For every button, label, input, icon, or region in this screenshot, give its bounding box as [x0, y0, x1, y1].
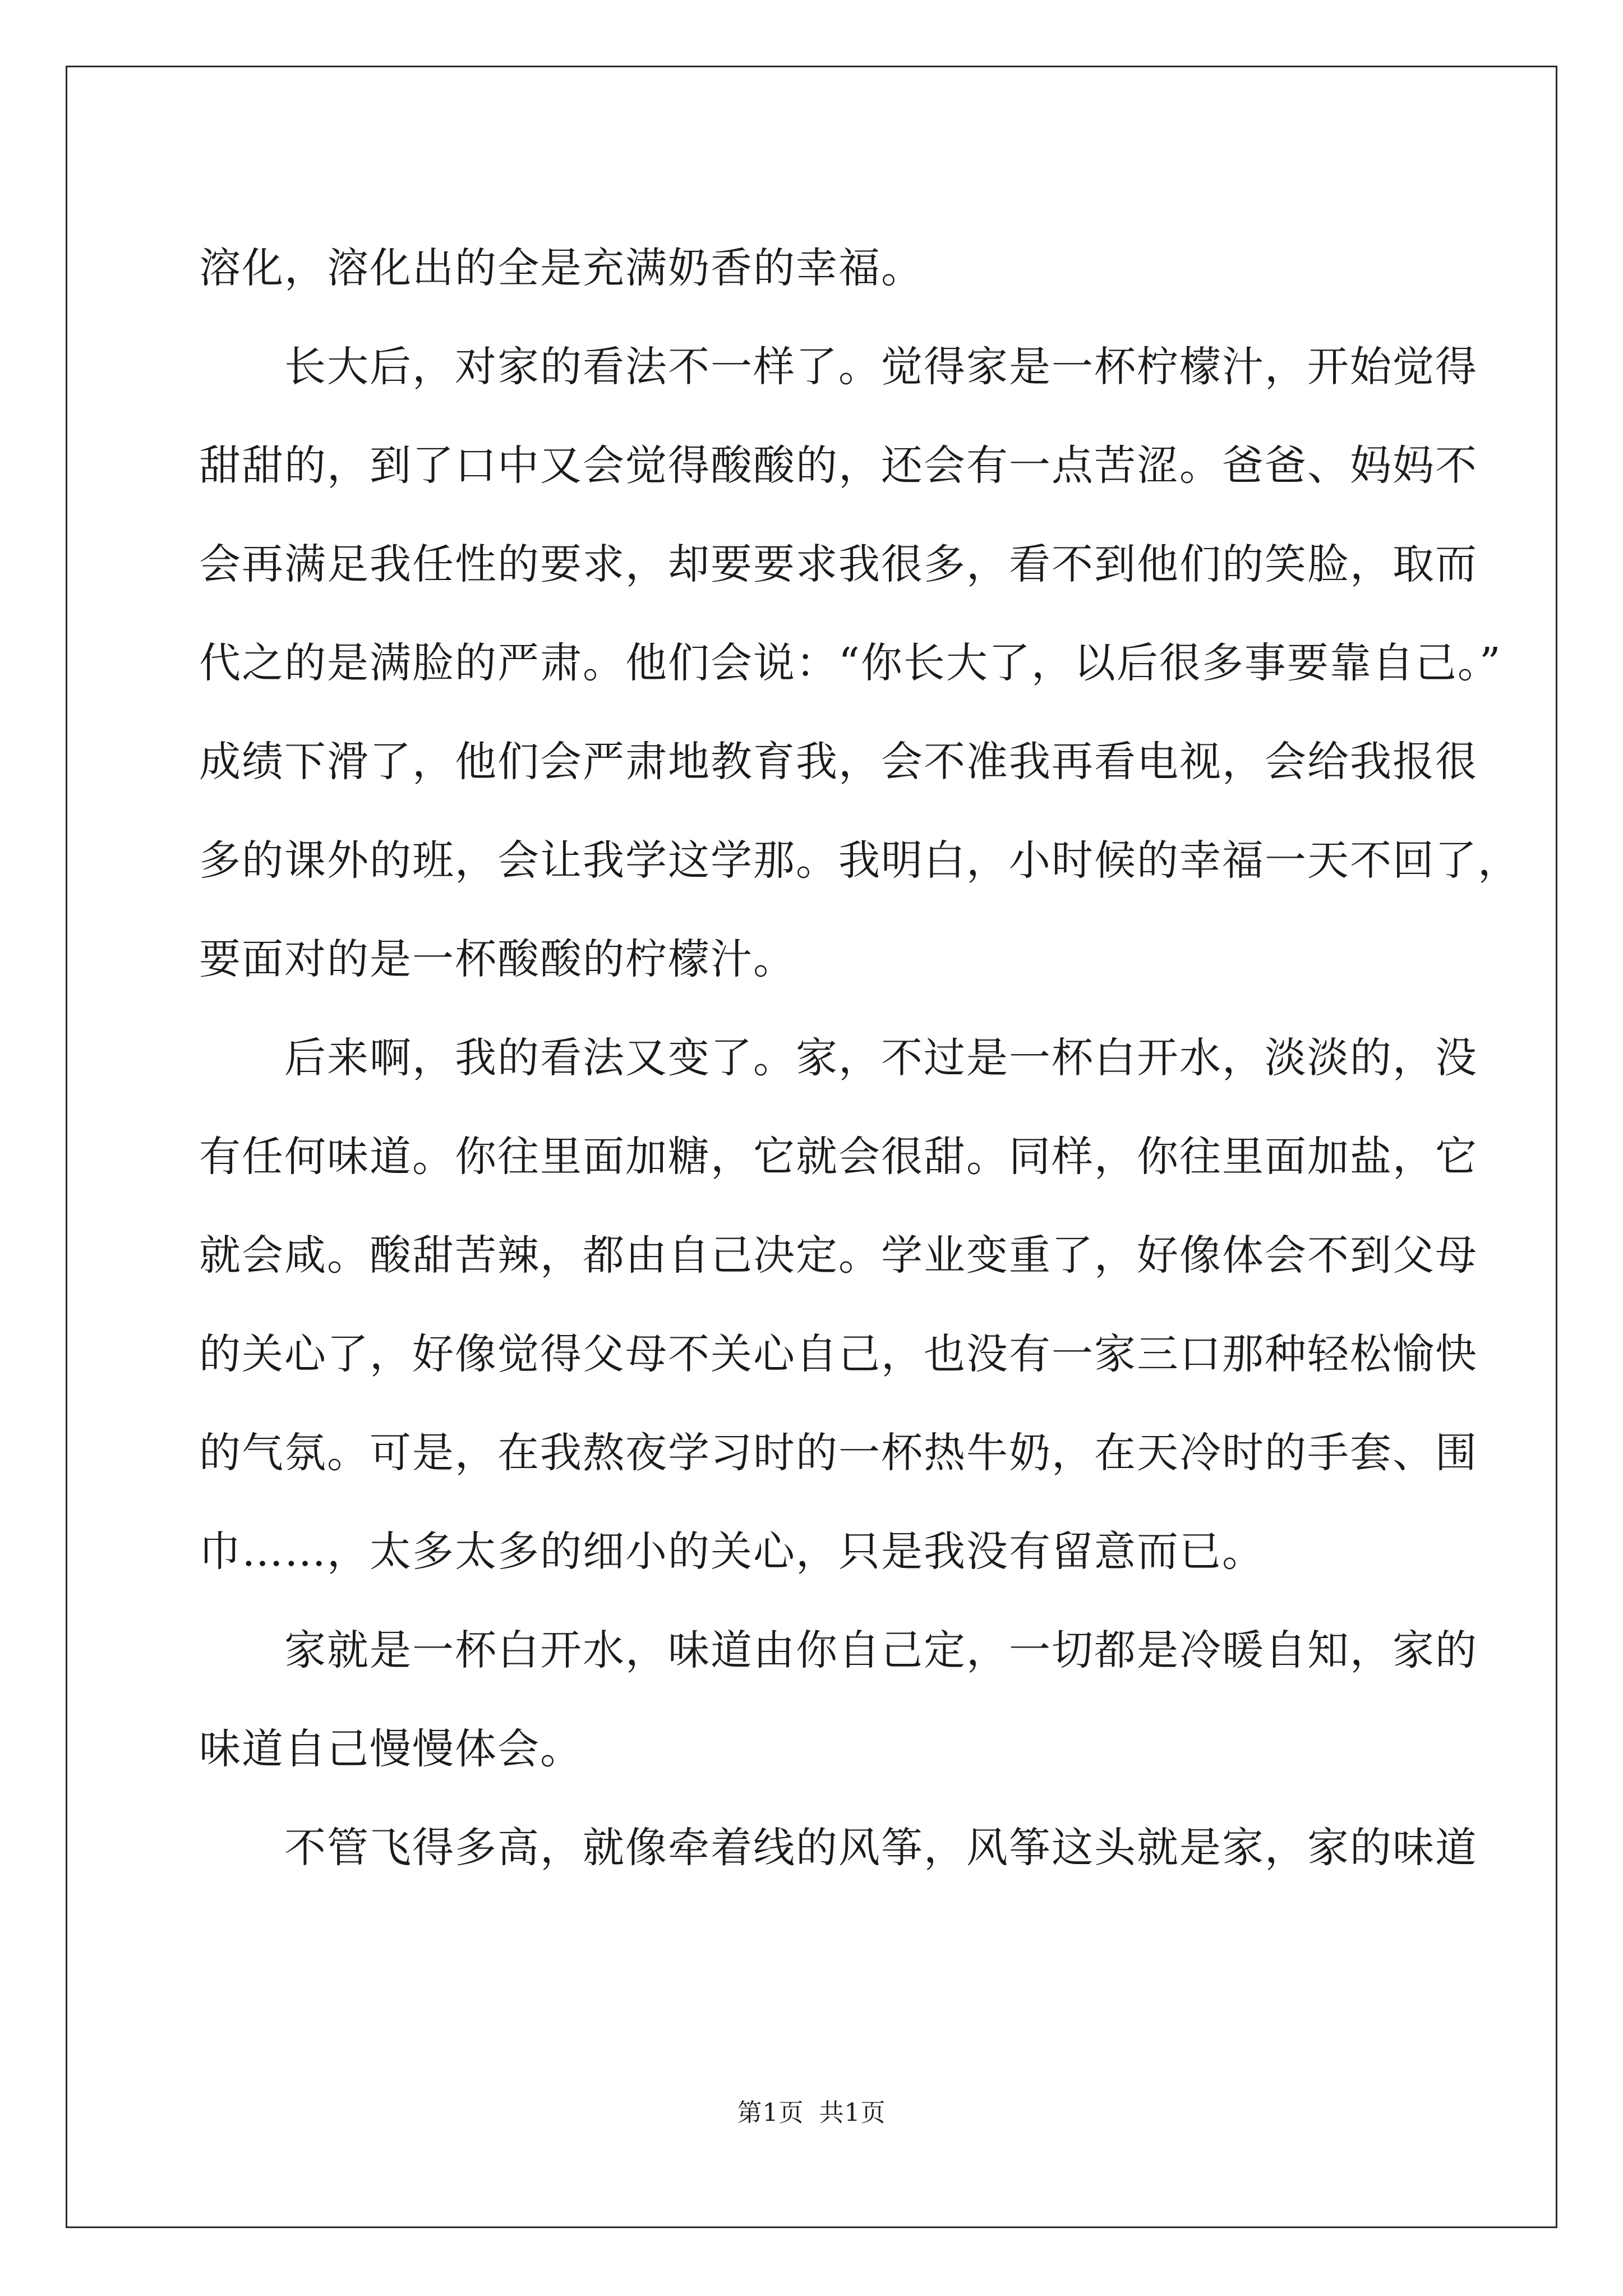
- page-footer: [0, 2092, 1623, 2128]
- text-line: 长大后，对家的看法不一样了。觉得家是一杯柠檬汁，开始觉得: [199, 343, 1478, 391]
- text-line: 要面对的是一杯酸酸的柠檬汁。: [199, 935, 796, 983]
- document-body: [199, 219, 1520, 1897]
- text-line: 甜甜的，到了口中又会觉得酸酸的，还会有一点苦涩。爸爸、妈妈不: [199, 441, 1478, 490]
- text-line: 成绩下滑了，他们会严肃地教育我，会不准我再看电视，会给我报很: [199, 738, 1478, 786]
- text-line: 味道自己慢慢体会。: [199, 1725, 583, 1773]
- text-line: 家就是一杯白开水，味道由你自己定，一切都是冷暖自知，家的: [199, 1626, 1478, 1674]
- text-line: 后来啊，我的看法又变了。家，不过是一杯白开水，淡淡的，没: [199, 1034, 1478, 1082]
- text-line: 有任何味道。你往里面加糖，它就会很甜。同样，你往里面加盐，它: [199, 1133, 1478, 1181]
- text-line: 的关心了，好像觉得父母不关心自己，也没有一家三口那种轻松愉快: [199, 1330, 1478, 1378]
- text-line: 会再满足我任性的要求，却要要求我很多，看不到他们的笑脸，取而: [199, 540, 1478, 588]
- text-line: 代之的是满脸的严肃。他们会说：“你长大了，以后很多事要靠自己。”: [199, 639, 1502, 687]
- page-number-current: 第1页: [737, 2099, 804, 2127]
- text-line: 溶化，溶化出的全是充满奶香的幸福。: [199, 244, 924, 292]
- text-line: 巾……，太多太多的细小的关心，只是我没有留意而已。: [199, 1527, 1265, 1576]
- text-line: 不管飞得多高，就像牵着线的风筝，风筝这头就是家，家的味道: [199, 1824, 1478, 1872]
- text-line: 多的课外的班，会让我学这学那。我明白，小时候的幸福一天不回了，: [199, 836, 1520, 885]
- text-line: 的气氛。可是，在我熬夜学习时的一杯热牛奶，在天冷时的手套、围: [199, 1429, 1478, 1477]
- text-line: 就会咸。酸甜苦辣，都由自己决定。学业变重了，好像体会不到父母: [199, 1231, 1478, 1280]
- page-number-total: 共1页: [819, 2099, 886, 2127]
